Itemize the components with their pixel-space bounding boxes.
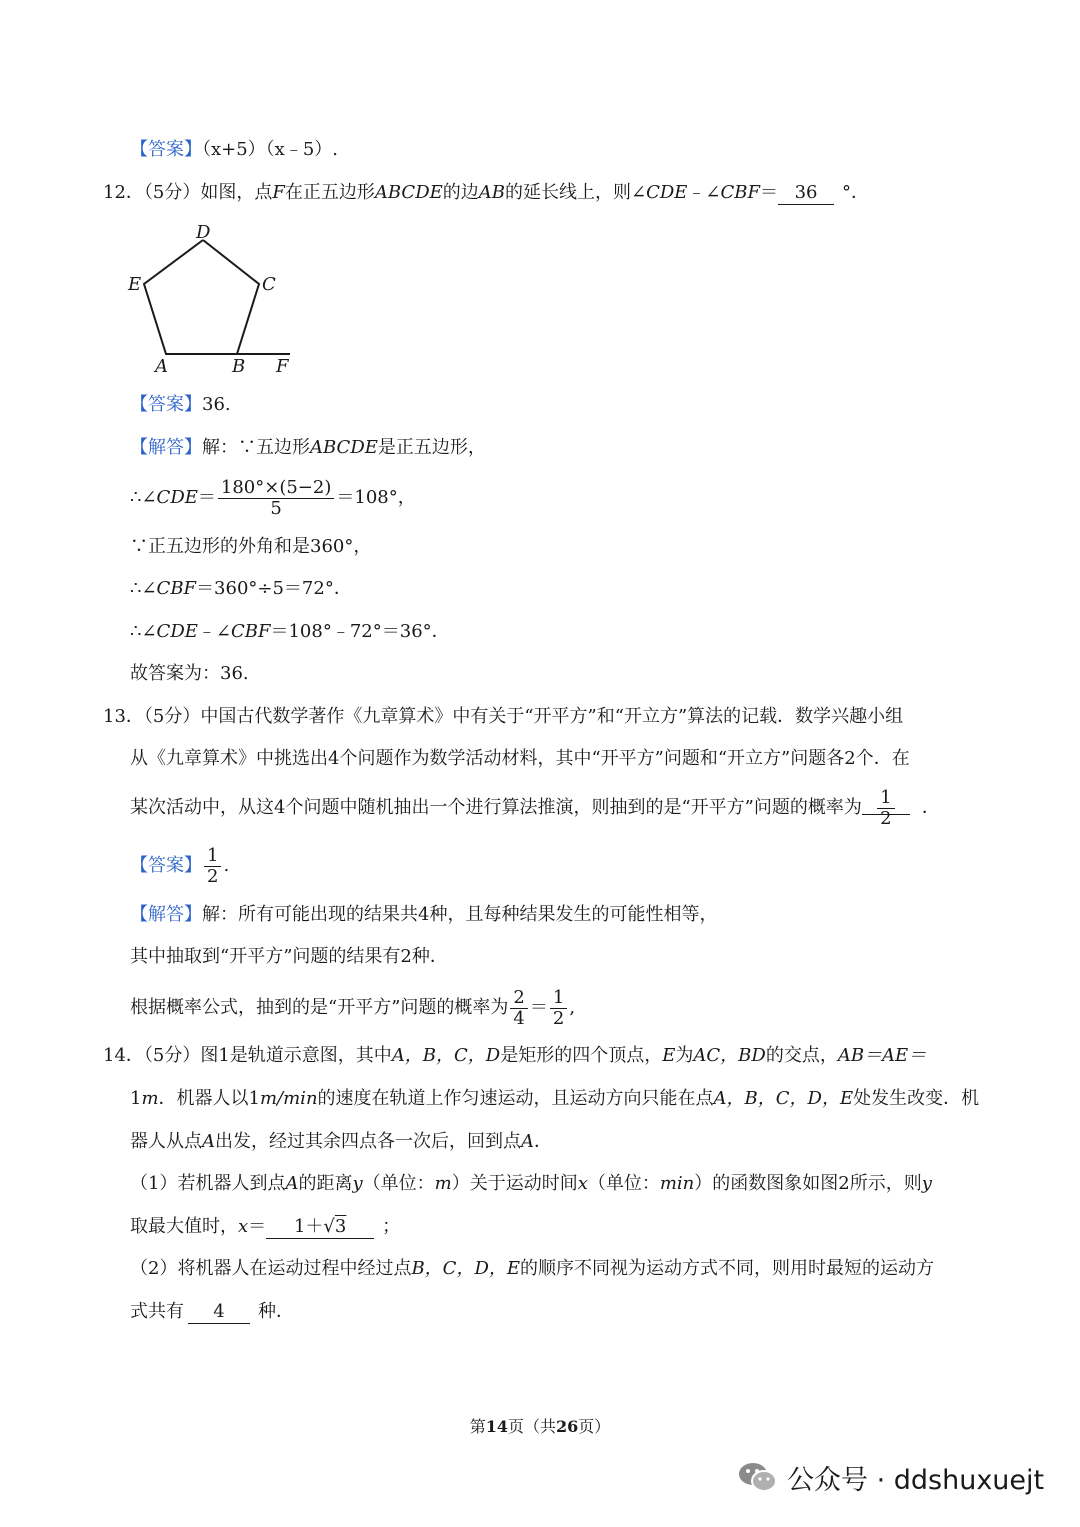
- text: （单位：: [362, 1173, 435, 1194]
- text: min: [659, 1173, 695, 1194]
- numerator: 180°×(5−2): [218, 478, 334, 499]
- text: .: [223, 855, 230, 876]
- text: ＝: [248, 1216, 267, 1237]
- text: （2）将机器人在运动过程中经过点: [130, 1258, 412, 1279]
- text: B，C，D，E: [411, 1258, 521, 1279]
- label-f: F: [276, 356, 289, 377]
- question-14-part-2-line-2: [130, 1300, 294, 1324]
- text: ．机器人以1: [158, 1088, 260, 1109]
- label-a: A: [155, 356, 168, 377]
- text: A: [521, 1131, 534, 1152]
- total-pages: 26: [556, 1417, 579, 1436]
- text: 是正五边形，: [377, 437, 486, 458]
- text: m: [141, 1088, 159, 1109]
- pentagon-figure: [120, 218, 300, 380]
- question-14-line-1: [103, 1044, 926, 1068]
- text: 14．（5分）图1是轨道示意图，其中: [103, 1045, 392, 1066]
- text: 的速度在轨道上作匀速运动，且运动方向只能在点: [317, 1088, 714, 1109]
- text: （单位：: [587, 1173, 660, 1194]
- text: ∴∠: [130, 578, 157, 599]
- label-d: D: [196, 222, 211, 243]
- text: AC，BD: [693, 1045, 766, 1066]
- pentagon-outline: [144, 240, 259, 354]
- numerator: 2: [510, 988, 527, 1009]
- text: 的延长线上，则∠: [505, 182, 647, 203]
- answer-tag: 【答案】: [130, 394, 202, 415]
- text: m: [434, 1173, 452, 1194]
- answer-blank: 1＋√3: [266, 1216, 374, 1239]
- text: 1＋: [293, 1216, 324, 1237]
- answer-11: [130, 138, 338, 162]
- solution-13-line-3: [130, 986, 575, 1030]
- text: 的顺序不同视为运动方式不同，则用时最短的运动方: [520, 1258, 935, 1279]
- denominator: 5: [270, 497, 282, 519]
- solution-12-final: 故答案为：36.: [130, 663, 249, 684]
- text: 是矩形的四个顶点，: [500, 1045, 663, 1066]
- solution-12-line-5: [130, 620, 450, 644]
- answer-blank: [862, 788, 910, 829]
- text: CDE: [156, 621, 198, 642]
- question-14-part-1-line-2: [130, 1215, 400, 1239]
- question-13-line-2: 从《九章算术》中挑选出4个问题作为数学活动材料，其中“开平方”问题和“开立方”问题各2个．在: [130, 748, 910, 769]
- text: F: [272, 182, 285, 203]
- text: 种．: [258, 1301, 294, 1322]
- question-14-line-2: [130, 1087, 979, 1111]
- text: °．: [842, 182, 870, 203]
- text: ）的函数图象如图2所示，则: [694, 1173, 922, 1194]
- solution-13-line-2: 其中抽取到“开平方”问题的结果有2种．: [130, 946, 448, 967]
- text: CBF: [720, 182, 761, 203]
- text: y: [352, 1173, 363, 1194]
- question-13-line-3: [130, 786, 940, 830]
- text: ＝108°，: [336, 487, 416, 508]
- text: 器人从点: [130, 1131, 202, 1152]
- text: A，B，C，D: [391, 1045, 501, 1066]
- text: 解：∵五边形: [202, 437, 310, 458]
- text: ∴∠: [130, 487, 157, 508]
- question-14-line-3: [130, 1130, 552, 1154]
- question-14-part-2-line-1: [130, 1257, 934, 1281]
- text: 出发，经过其余四点各一次后，回到点: [215, 1131, 521, 1152]
- text: ∴∠: [130, 621, 157, 642]
- solution-12-line-1: [130, 436, 486, 460]
- denominator: 2: [207, 865, 219, 887]
- text: y: [921, 1173, 932, 1194]
- fraction: [510, 988, 527, 1029]
- text: CDE: [156, 487, 198, 508]
- answer-text: （x+5）（x﹣5）.: [202, 139, 339, 160]
- text: 的交点，: [765, 1045, 838, 1066]
- label-c: C: [262, 274, 276, 295]
- text: 在正五边形: [284, 182, 375, 203]
- text: x: [238, 1216, 249, 1237]
- text: 的距离: [298, 1173, 353, 1194]
- fraction: [204, 846, 221, 887]
- solution-12-line-4: [130, 577, 352, 601]
- text: 式共有: [130, 1301, 184, 1322]
- denominator: 2: [880, 807, 892, 829]
- label-e: E: [128, 274, 142, 295]
- text: ＝: [197, 487, 216, 508]
- watermark-text: 公众号 · ddshuxuejt: [787, 1464, 1045, 1496]
- text: 处发生改变．机: [853, 1088, 980, 1109]
- solution-tag: 【解答】: [130, 904, 202, 925]
- fraction: [550, 988, 567, 1029]
- text: ABCDE: [374, 182, 443, 203]
- text: x: [577, 1173, 588, 1194]
- solution-13-line-1: [130, 903, 717, 927]
- denominator: 4: [513, 1007, 525, 1029]
- answer-12: [130, 393, 231, 417]
- text: 解：所有可能出现的结果共4种，且每种结果发生的可能性相等，: [202, 904, 718, 925]
- wechat-icon: [737, 1459, 779, 1495]
- denominator: 2: [552, 1007, 565, 1029]
- solution-12-line-3: ∵正五边形的外角和是360°，: [130, 536, 372, 557]
- text: ．: [534, 1131, 552, 1152]
- text: m/min: [259, 1088, 318, 1109]
- answer-tag: 【答案】: [130, 855, 202, 876]
- text: ﹣∠: [687, 182, 721, 203]
- blank-underline: [862, 814, 910, 815]
- page-number: [0, 1414, 1080, 1437]
- solution-tag: 【解答】: [130, 437, 202, 458]
- text: 页）: [578, 1417, 611, 1436]
- text: A: [202, 1131, 215, 1152]
- text: 12．（5分）如图，点: [103, 182, 273, 203]
- text: CBF: [156, 578, 197, 599]
- text: 1: [130, 1088, 142, 1109]
- text: AB＝AE＝: [837, 1045, 927, 1066]
- watermark: [737, 1453, 1044, 1501]
- current-page: 14: [485, 1417, 508, 1436]
- text: ＝: [529, 997, 548, 1018]
- fraction: [218, 478, 334, 519]
- text: 根据概率公式，抽到的是“开平方”问题的概率为: [130, 997, 509, 1018]
- text: 为: [675, 1045, 694, 1066]
- text: ；: [382, 1216, 401, 1237]
- text: 页（共: [507, 1417, 556, 1436]
- answer-13: [130, 844, 229, 888]
- numerator: 1: [204, 846, 221, 867]
- text: ,: [569, 997, 576, 1018]
- answer-blank: 4: [188, 1301, 250, 1324]
- text: ＝108°﹣72°＝36°．: [270, 621, 450, 642]
- text: ＝: [760, 182, 779, 203]
- text: ）关于运动时间: [451, 1173, 578, 1194]
- numerator: 1: [877, 788, 894, 809]
- answer-tag: 【答案】: [130, 139, 202, 160]
- text: 第: [469, 1417, 486, 1436]
- question-13-line-1: 13．（5分）中国古代数学著作《九章算术》中有关于“开平方”和“开立方”算法的记载．数学兴趣小组: [103, 706, 904, 727]
- text: 的边: [442, 182, 479, 203]
- text: ．: [921, 797, 940, 818]
- answer-text: 36.: [202, 394, 231, 415]
- answer-blank: 36: [778, 182, 834, 205]
- text: A，B，C，D，E: [713, 1088, 854, 1109]
- text: AB: [478, 182, 505, 203]
- text: 取最大值时，: [130, 1216, 238, 1237]
- text: （1）若机器人到点: [130, 1173, 286, 1194]
- solution-12-line-2: [130, 476, 416, 520]
- sqrt-radicand: 3: [334, 1216, 347, 1237]
- question-12-stem: [103, 181, 869, 205]
- fraction: [877, 788, 894, 829]
- text: A: [285, 1173, 299, 1194]
- question-14-part-1-line-1: [130, 1172, 932, 1196]
- text: ＝360°÷5＝72°．: [196, 578, 352, 599]
- label-b: B: [232, 356, 246, 377]
- text: E: [662, 1045, 676, 1066]
- text: ﹣∠: [197, 621, 231, 642]
- text: 某次活动中，从这4个问题中随机抽出一个进行算法推演，则抽到的是“开平方”问题的概率为: [130, 797, 862, 818]
- numerator: 1: [550, 988, 567, 1009]
- text: CBF: [230, 621, 271, 642]
- text: CDE: [646, 182, 688, 203]
- text: ABCDE: [310, 437, 378, 458]
